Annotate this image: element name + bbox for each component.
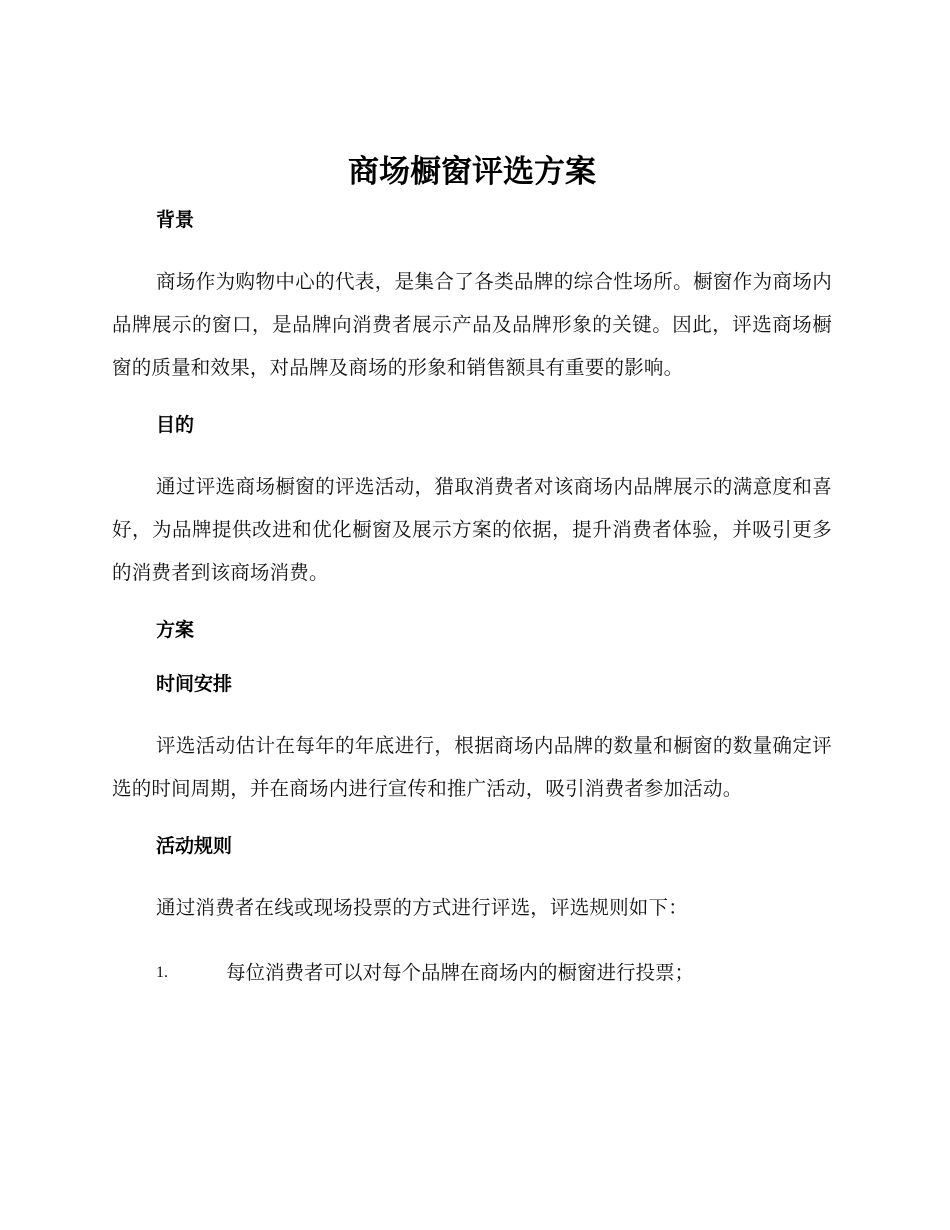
paragraph-rules-intro: 通过消费者在线或现场投票的方式进行评选，评选规则如下： [156,896,688,919]
list-item [112,951,832,994]
list-item-number: 1. [156,964,168,981]
heading-schedule: 时间安排 [156,673,233,695]
heading-rules: 活动规则 [156,835,233,857]
heading-plan: 方案 [156,619,195,641]
list-item-text: 每位消费者可以对每个品牌在商场内的橱窗进行投票； [226,961,695,984]
heading-purpose: 目的 [156,414,195,436]
document-title: 商场橱窗评选方案 [348,154,596,190]
heading-background: 背景 [156,209,195,231]
document-content [112,150,832,994]
paragraph-purpose: 通过评选商场橱窗的评选活动，猎取消费者对该商场内品牌展示的满意度和喜好，为品牌提供改进和优化橱窗及展示方案的依据，提升消费者体验，并吸引更多的消费者到该商场消费。 [112,475,832,584]
paragraph-schedule: 评选活动估计在每年的年底进行，根据商场内品牌的数量和橱窗的数量确定评选的时间周期，并在商场内进行宣传和推广活动，吸引消费者参加活动。 [112,734,832,800]
paragraph-background: 商场作为购物中心的代表，是集合了各类品牌的综合性场所。橱窗作为商场内品牌展示的窗口，是品牌向消费者展示产品及品牌形象的关键。因此，评选商场橱窗的质量和效果，对品牌及商场的形象和销售额具有重要的影响。 [112,270,832,379]
